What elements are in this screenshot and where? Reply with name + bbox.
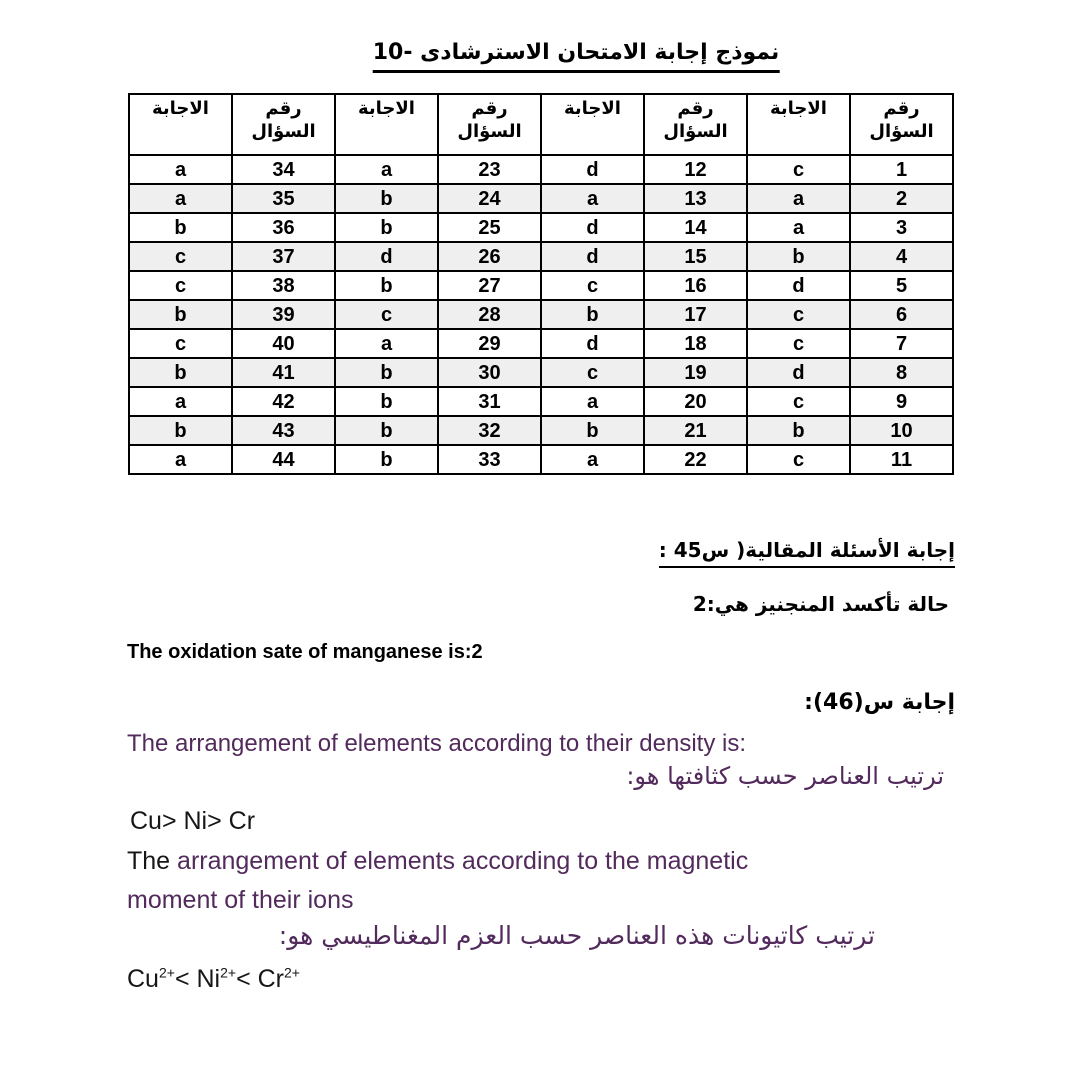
question-number-cell: 11 [850, 445, 953, 474]
ion-charge: 2+ [220, 964, 237, 981]
ion-charge: 2+ [284, 964, 300, 981]
answer-cell: a [129, 387, 232, 416]
table-row [129, 387, 953, 416]
question-number-cell: 23 [438, 155, 541, 184]
answer-cell: b [747, 416, 850, 445]
question-number-cell: 29 [438, 329, 541, 358]
answer-cell: d [747, 271, 850, 300]
question-number-cell: 9 [850, 387, 953, 416]
answer-cell: b [335, 184, 438, 213]
answer-cell: d [747, 358, 850, 387]
question-number-cell: 37 [232, 242, 335, 271]
answer-cell: b [541, 300, 644, 329]
magnetic-statement-arabic: ترتيب كاتيونات هذه العناصر حسب العزم المغناطيسي هو: [278, 921, 875, 950]
table-row [129, 358, 953, 387]
question-number-cell: 1 [850, 155, 953, 184]
document-title-text: نموذج إجابة الامتحان الاسترشادى -10 [373, 40, 780, 73]
magnetic-statement-line1 [127, 847, 748, 876]
question-number-cell: 32 [438, 416, 541, 445]
header-answer-col-4: الاجابة [129, 94, 232, 155]
table-row [129, 155, 953, 184]
question-number-cell: 17 [644, 300, 747, 329]
header-answer-col-1: الاجابة [747, 94, 850, 155]
magnetic-statement-rest: arrangement of elements according to the magnetic [170, 847, 749, 875]
header-question-col-2: رقم السؤال [644, 94, 747, 155]
question-number-cell: 28 [438, 300, 541, 329]
answer-cell: c [335, 300, 438, 329]
question-number-cell: 6 [850, 300, 953, 329]
table-row [129, 329, 953, 358]
answer-cell: b [747, 242, 850, 271]
answer-cell: b [335, 416, 438, 445]
question-number-cell: 36 [232, 213, 335, 242]
magnetic-statement-line2: moment of their ions [127, 886, 354, 914]
document-title [373, 40, 780, 73]
answer-cell: a [129, 155, 232, 184]
ion-charge: 2+ [158, 964, 175, 981]
header-question-col-4: رقم السؤال [232, 94, 335, 155]
question-number-cell: 18 [644, 329, 747, 358]
header-question-col-1: رقم السؤال [850, 94, 953, 155]
table-row [129, 271, 953, 300]
question-number-cell: 25 [438, 213, 541, 242]
question-number-cell: 43 [232, 416, 335, 445]
answer-cell: a [129, 445, 232, 474]
question-number-cell: 26 [438, 242, 541, 271]
answer-cell: a [335, 329, 438, 358]
table-row [129, 213, 953, 242]
table-row [129, 300, 953, 329]
table-row [129, 242, 953, 271]
answer-key-table [128, 93, 954, 475]
answer-cell: c [747, 329, 850, 358]
question-number-cell: 20 [644, 387, 747, 416]
question-number-cell: 12 [644, 155, 747, 184]
question-number-cell: 27 [438, 271, 541, 300]
answer-cell: a [129, 184, 232, 213]
question-number-cell: 19 [644, 358, 747, 387]
question-number-cell: 10 [850, 416, 953, 445]
header-question-col-3: رقم السؤال [438, 94, 541, 155]
header-answer-col-3: الاجابة [335, 94, 438, 155]
density-statement-english: The arrangement of elements according to their density is: [127, 730, 746, 757]
question-number-cell: 22 [644, 445, 747, 474]
oxidation-state-english: The oxidation sate of manganese is:2 [127, 641, 483, 663]
question-number-cell: 15 [644, 242, 747, 271]
answer-cell: c [747, 300, 850, 329]
ion-symbol: Cu [127, 965, 159, 993]
table-row [129, 184, 953, 213]
question-number-cell: 21 [644, 416, 747, 445]
answer-cell: c [747, 387, 850, 416]
question-number-cell: 40 [232, 329, 335, 358]
answer-cell: a [747, 184, 850, 213]
ion-symbol: Cr [257, 965, 284, 993]
answer-cell: a [747, 213, 850, 242]
essay-answers-heading-text: إجابة الأسئلة المقالية( س45 : [659, 538, 955, 568]
answer-cell: a [541, 184, 644, 213]
header-answer-col-2: الاجابة [541, 94, 644, 155]
question-number-cell: 35 [232, 184, 335, 213]
question-number-cell: 16 [644, 271, 747, 300]
answer-cell: b [335, 387, 438, 416]
answer-cell: c [129, 271, 232, 300]
answer-cell: c [747, 155, 850, 184]
answer-cell: c [541, 271, 644, 300]
question-number-cell: 31 [438, 387, 541, 416]
answer-cell: a [541, 387, 644, 416]
answer-cell: d [541, 155, 644, 184]
answer-cell: b [129, 213, 232, 242]
question-number-cell: 44 [232, 445, 335, 474]
table-row [129, 416, 953, 445]
answer-cell: c [541, 358, 644, 387]
question-number-cell: 33 [438, 445, 541, 474]
question-number-cell: 41 [232, 358, 335, 387]
question-number-cell: 2 [850, 184, 953, 213]
answer-cell: d [541, 213, 644, 242]
essay-answers-heading [659, 538, 955, 568]
ion-symbol: Ni [196, 965, 221, 993]
question-number-cell: 14 [644, 213, 747, 242]
answer-cell: c [129, 242, 232, 271]
answer-cell: b [335, 271, 438, 300]
answer-cell: b [335, 445, 438, 474]
oxidation-state-arabic: حالة تأكسد المنجنيز هي:2 [692, 592, 949, 616]
density-statement-arabic: ترتيب العناصر حسب كثافتها هو: [626, 762, 944, 790]
question-number-cell: 24 [438, 184, 541, 213]
answer-cell: b [335, 358, 438, 387]
answer-cell: d [541, 242, 644, 271]
table-header-row [129, 94, 953, 155]
question-number-cell: 5 [850, 271, 953, 300]
answer-cell: b [129, 300, 232, 329]
answer-cell: b [335, 213, 438, 242]
q46-heading: إجابة س(46): [804, 690, 955, 715]
answer-cell: a [541, 445, 644, 474]
answer-cell: c [747, 445, 850, 474]
question-number-cell: 4 [850, 242, 953, 271]
question-number-cell: 3 [850, 213, 953, 242]
answer-cell: b [129, 416, 232, 445]
answer-cell: b [129, 358, 232, 387]
density-order-line: Cu> Ni> Cr [130, 807, 256, 835]
question-number-cell: 30 [438, 358, 541, 387]
question-number-cell: 38 [232, 271, 335, 300]
answer-cell: b [541, 416, 644, 445]
answer-cell: a [335, 155, 438, 184]
answer-cell: c [129, 329, 232, 358]
table-row [129, 445, 953, 474]
question-number-cell: 42 [232, 387, 335, 416]
magnetic-order-line: $Cu^{2+}< Ni^{2+}< Cr^{2+}$ [127, 964, 300, 993]
question-number-cell: 13 [644, 184, 747, 213]
magnetic-statement-prefix: The [127, 847, 171, 875]
answer-cell: d [541, 329, 644, 358]
question-number-cell: 7 [850, 329, 953, 358]
question-number-cell: 39 [232, 300, 335, 329]
question-number-cell: 8 [850, 358, 953, 387]
answer-cell: d [335, 242, 438, 271]
question-number-cell: 34 [232, 155, 335, 184]
